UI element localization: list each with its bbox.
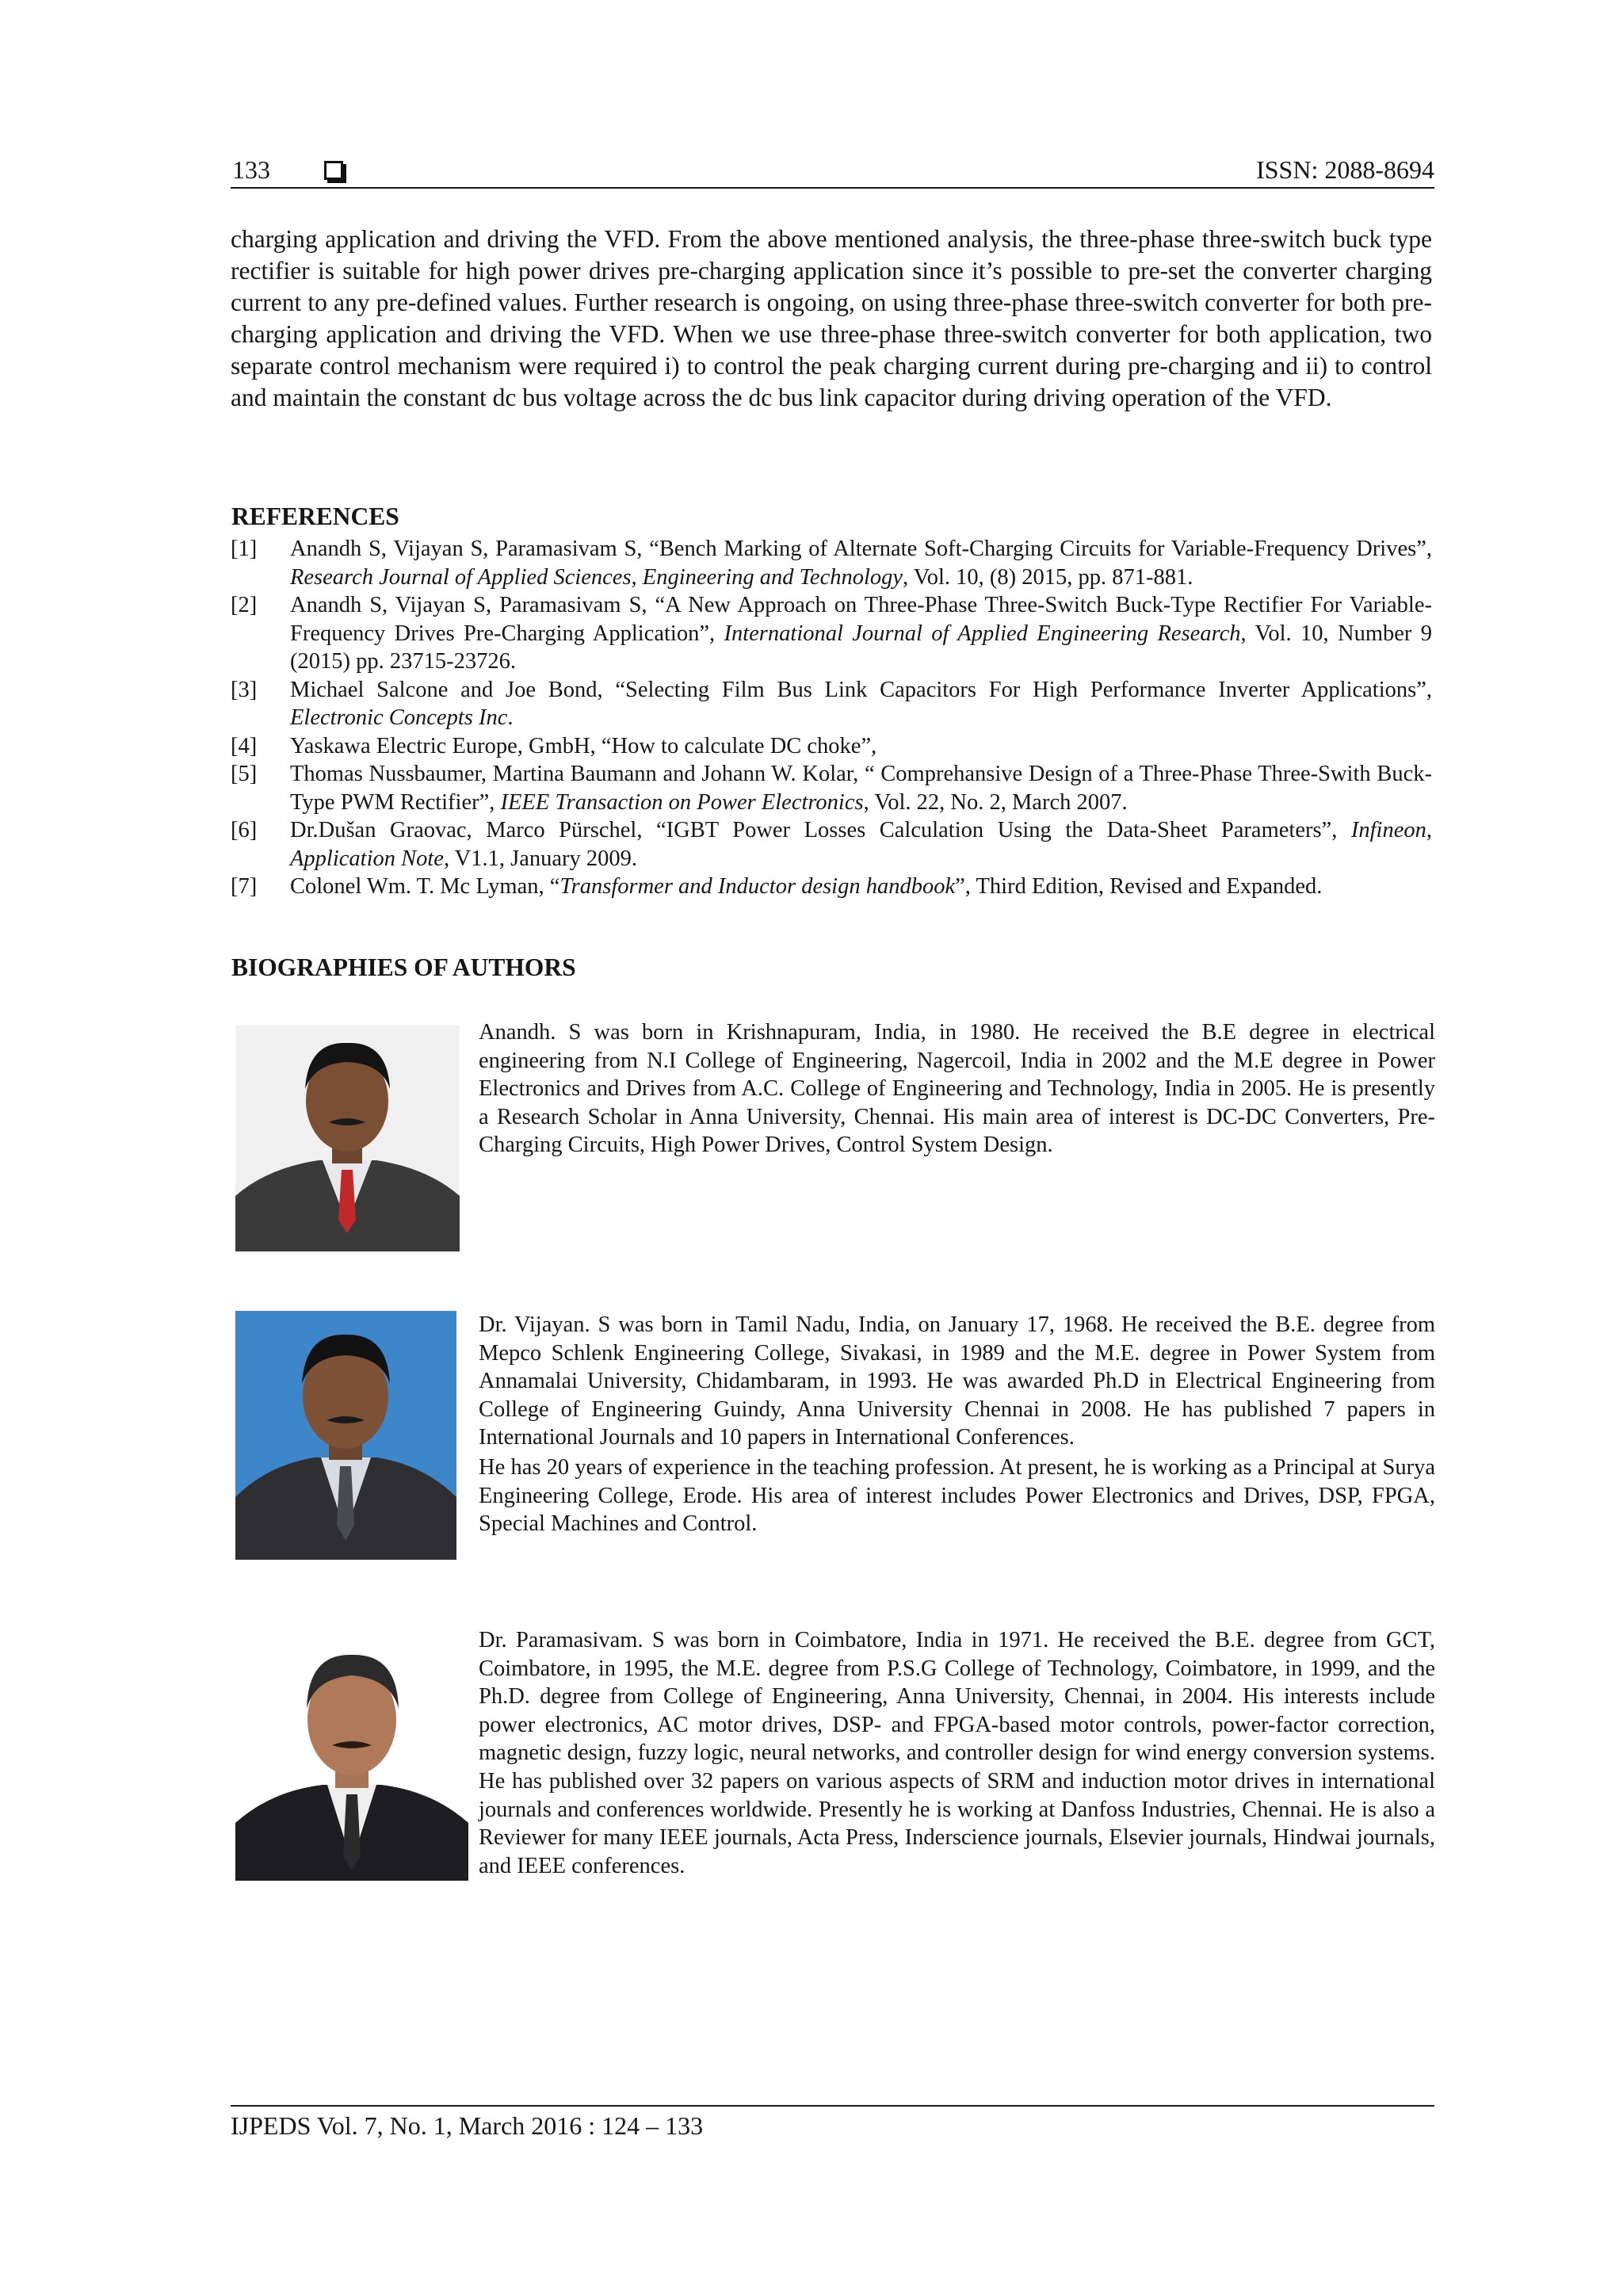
journal-citation: IJPEDS Vol. 7, No. 1, March 2016 : 124 – 133	[231, 2111, 704, 2140]
portrait-image	[235, 1026, 460, 1251]
reference-number: [2]	[231, 593, 258, 617]
author-photo	[235, 1026, 460, 1251]
reference-item	[231, 732, 1432, 761]
author-biography	[231, 1617, 1435, 1886]
biographies-heading: BIOGRAPHIES OF AUTHORS	[231, 953, 576, 981]
author-photo	[235, 1633, 468, 1881]
reference-text: Anandh S, Vijayan S, Paramasivam S, “Bench Marking of Alternate Soft-Charging Circuits for Variable-Frequency Drives”,	[290, 537, 1432, 561]
author-photo	[235, 1311, 456, 1560]
square-bullet-icon	[324, 161, 343, 180]
reference-details: ”, Third Edition, Revised and Expanded.	[955, 874, 1323, 899]
page-footer	[231, 2105, 1434, 2140]
reference-text: Colonel Wm. T. Mc Lyman, “	[290, 874, 560, 899]
reference-source: International Journal of Applied Engineering Research	[724, 621, 1241, 646]
portrait-image	[235, 1311, 456, 1560]
author-bio-text: Dr. Vijayan. S was born in Tamil Nadu, India, on January 17, 1968. He received the B.E. degree from Mepco Schlenk Engineering College, Sivakasi, in 1989 and the M.E. degree in Power System from Annamalai University, Chidambaram, in 1993. He was awarded Ph.D in Electrical Engineering from College of Engineering Guindy, Anna University Chennai in 2008. He has published 7 papers in International Journals and 10 papers in International Conferences.	[479, 1312, 1435, 1450]
reference-item	[231, 535, 1432, 591]
reference-text: Thomas Nussbaumer, Martina Baumann and Johann W. Kolar, “ Comprehansive Design of a Three-Phase Three-Swith Buck-Type PWM Rectifier”,	[290, 762, 1432, 815]
reference-number: [3]	[231, 677, 258, 702]
body-paragraph: charging application and driving the VFD. From the above mentioned analysis, the three-phase three-switch buck type rectifier is suitable for high power drives pre-charging application since it’s possible to pre-set the converter charging current to any pre-defined values. Further research is ongoing, on using three-phase three-switch converter for both pre-charging application and driving the VFD. When we use three-phase three-switch converter for both application, two separate control mechanism were required i) to control the peak charging current during pre-charging and ii) to control and maintain the constant dc bus voltage across the dc bus link capacitor during driving operation of the VFD.	[231, 225, 1432, 411]
reference-number: [4]	[231, 733, 258, 758]
reference-number: [7]	[231, 874, 258, 899]
reference-text: Michael Salcone and Joe Bond, “Selecting Film Bus Link Capacitors For High Performance Inverter Applications”,	[290, 677, 1432, 702]
author-bio-text-continued: He has 20 years of experience in the teaching profession. At present, he is working as a Principal at Surya Engineering College, Erode. His area of interest includes Power Electronics and Drives, DSP, FPGA, Special Machines and Control.	[479, 1455, 1435, 1537]
reference-number: [1]	[231, 537, 258, 561]
reference-details: , V1.1, January 2009.	[443, 846, 638, 871]
reference-details: , Vol. 10, (8) 2015, pp. 871-881.	[903, 564, 1193, 590]
reference-source: IEEE Transaction on Power Electronics	[500, 789, 864, 815]
reference-text: Anandh S, Vijayan S, Paramasivam S, “A New Approach on Three-Phase Three-Switch Buck-Type Rectifier For Variable-Frequency Drives Pre-Charging Application”,	[290, 593, 1432, 646]
portrait-image	[235, 1633, 468, 1881]
reference-item	[231, 873, 1432, 901]
reference-source: Infineon, Application Note	[290, 818, 1432, 871]
reference-number: [5]	[231, 762, 258, 786]
page-number: 133	[232, 155, 270, 184]
reference-item	[231, 676, 1432, 732]
reference-list	[231, 535, 1432, 901]
references-heading: REFERENCES	[231, 502, 399, 530]
author-biography	[231, 1306, 1435, 1568]
reference-item	[231, 816, 1432, 873]
author-bio-text: Anandh. S was born in Krishnapuram, India, in 1980. He received the B.E degree in electrical engineering from N.I College of Engineering, Nagercoil, India in 2002 and the M.E degree in Power Electronics and Drives from A.C. College of Engineering and Technology, India in 2005. He is presently a Research Scholar in Anna University, Chennai. His main area of interest is DC-DC Converters, Pre-Charging Circuits, High Power Drives, Control System Design.	[479, 1020, 1435, 1158]
reference-details: , Vol. 22, No. 2, March 2007.	[863, 789, 1128, 815]
reference-number: [6]	[231, 818, 258, 842]
author-biography	[231, 1015, 1435, 1253]
reference-source: Research Journal of Applied Sciences, Engineering and Technology	[290, 564, 903, 590]
reference-text: Dr.Dušan Graovac, Marco Pürschel, “IGBT Power Losses Calculation Using the Data-Sheet Parameters”,	[290, 818, 1351, 842]
reference-details: , Vol. 10, Number 9 (2015) pp. 23715-23726.	[290, 621, 1433, 674]
reference-item	[231, 591, 1432, 676]
author-bio-text: Dr. Paramasivam. S was born in Coimbatore, India in 1971. He received the B.E. degree from GCT, Coimbatore, in 1995, the M.E. degree from P.S.G College of Technology, Coimbatore, in 1999, and the Ph.D. degree from College of Engineering, Anna University, Chennai, in 2004. His interests include power electronics, AC motor drives, DSP- and FPGA-based motor controls, power-factor correction, magnetic design, fuzzy logic, neural networks, and controller design for wind energy conversion systems. He has published over 32 papers on various aspects of SRM and induction motor drives in international journals and conferences worldwide. Presently he is working at Danfoss Industries, Chennai. He is also a Reviewer for many IEEE journals, Acta Press, Inderscience journals, Elsevier journals, Hindwai journals, and IEEE conferences.	[479, 1628, 1435, 1878]
page-header	[231, 152, 1434, 189]
reference-source: Electronic Concepts Inc	[290, 705, 508, 730]
issn-label: ISSN: 2088-8694	[1256, 155, 1434, 184]
reference-source: Transformer and Inductor design handbook	[559, 874, 956, 899]
reference-item	[231, 760, 1432, 816]
reference-details: .	[507, 705, 514, 730]
reference-text: Yaskawa Electric Europe, GmbH, “How to calculate DC choke”,	[290, 733, 877, 758]
